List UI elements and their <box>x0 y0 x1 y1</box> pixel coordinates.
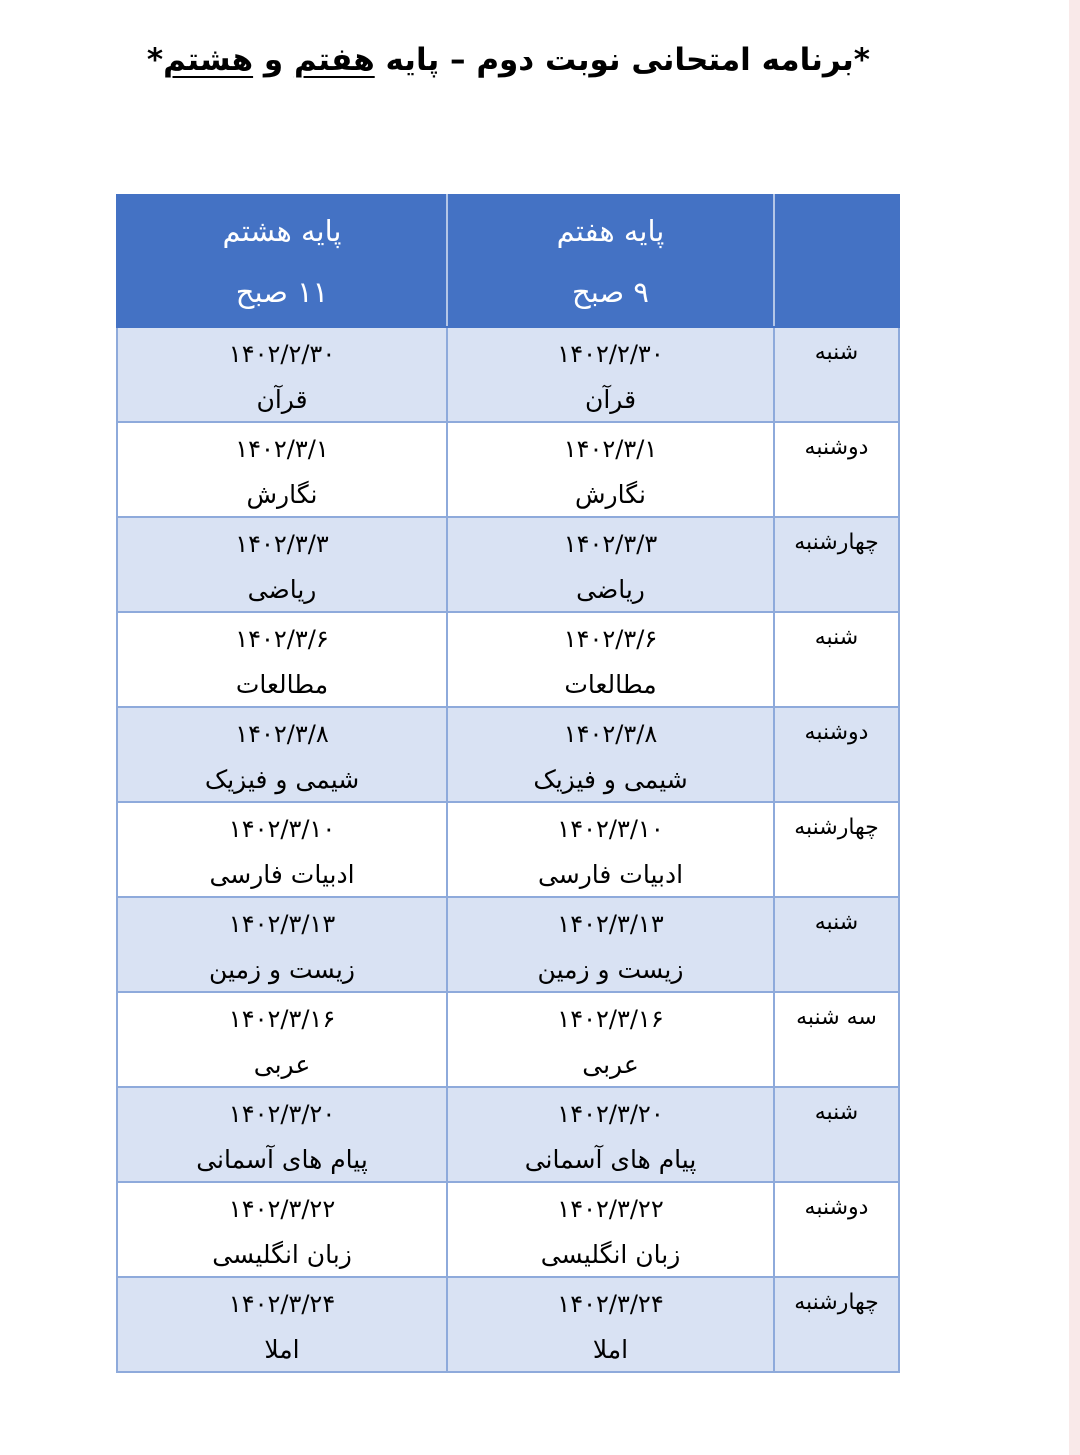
grade8-cell <box>117 422 447 517</box>
table-row <box>117 992 899 1087</box>
exam-subject: پیام های آسمانی <box>196 1145 368 1174</box>
day-cell: شنبه <box>774 1087 899 1182</box>
exam-subject: زیست و زمین <box>209 955 355 984</box>
exam-date: ۱۴۰۲/۳/۲۰ <box>557 1100 664 1128</box>
page-edge-strip <box>1069 0 1080 1455</box>
table-row <box>117 1087 899 1182</box>
day-cell: چهارشنبه <box>774 1277 899 1372</box>
exam-subject: عربی <box>582 1050 639 1079</box>
grade8-cell <box>117 612 447 707</box>
grade8-cell <box>117 802 447 897</box>
header-grade7 <box>447 195 774 327</box>
table-row <box>117 802 899 897</box>
header-grade7-time: ۹ صبح <box>572 275 649 309</box>
exam-subject: نگارش <box>246 480 318 509</box>
grade7-cell <box>447 327 774 422</box>
exam-date: ۱۴۰۲/۳/۳ <box>235 530 329 558</box>
grade8-cell <box>117 327 447 422</box>
grade8-cell <box>117 707 447 802</box>
grade8-cell <box>117 897 447 992</box>
exam-date: ۱۴۰۲/۳/۱۶ <box>557 1005 664 1033</box>
exam-date: ۱۴۰۲/۳/۲۲ <box>557 1195 664 1223</box>
exam-date: ۱۴۰۲/۳/۲۲ <box>228 1195 336 1223</box>
grade7-cell <box>447 517 774 612</box>
exam-subject: مطالعات <box>564 670 657 699</box>
table-row <box>117 612 899 707</box>
table-row <box>117 707 899 802</box>
grade7-cell <box>447 897 774 992</box>
exam-date: ۱۴۰۲/۳/۸ <box>563 720 658 748</box>
day-cell: دوشنبه <box>774 707 899 802</box>
header-grade8 <box>117 195 447 327</box>
header-grade8-time: ۱۱ صبح <box>235 275 329 309</box>
exam-subject: ریاضی <box>576 575 645 604</box>
day-cell: چهارشنبه <box>774 802 899 897</box>
header-grade8-name: پایه هشتم <box>222 214 342 248</box>
grade7-cell <box>447 992 774 1087</box>
exam-subject: قرآن <box>256 385 308 414</box>
exam-subject: شیمی و فیزیک <box>204 765 360 794</box>
grade7-cell <box>447 422 774 517</box>
exam-date: ۱۴۰۲/۳/۶ <box>235 625 329 653</box>
header-day-column <box>774 195 899 327</box>
exam-subject: مطالعات <box>235 670 329 699</box>
grade7-cell <box>447 1182 774 1277</box>
exam-subject: قرآن <box>584 385 637 414</box>
exam-date: ۱۴۰۲/۳/۲۴ <box>228 1290 336 1318</box>
exam-date: ۱۴۰۲/۳/۱ <box>563 435 658 463</box>
exam-subject: شیمی و فیزیک <box>533 765 688 794</box>
exam-subject: زیست و زمین <box>537 955 684 984</box>
exam-subject: زبان انگلیسی <box>212 1240 352 1269</box>
table-header-row <box>117 195 899 327</box>
day-cell: دوشنبه <box>774 422 899 517</box>
grade8-cell <box>117 517 447 612</box>
table-row <box>117 422 899 517</box>
exam-subject: نگارش <box>575 480 646 509</box>
exam-subject: املا <box>264 1335 300 1364</box>
exam-date: ۱۴۰۲/۳/۱ <box>235 435 329 463</box>
table-row <box>117 1182 899 1277</box>
exam-date: ۱۴۰۲/۳/۱۰ <box>228 815 336 843</box>
exam-subject: عربی <box>253 1050 311 1079</box>
exam-subject: زبان انگلیسی <box>540 1240 681 1269</box>
exam-schedule-table <box>116 194 900 1373</box>
exam-subject: ریاضی <box>247 575 317 604</box>
day-cell: دوشنبه <box>774 1182 899 1277</box>
grade8-cell <box>117 992 447 1087</box>
title-grade8: هشتم <box>163 42 254 78</box>
day-cell: شنبه <box>774 327 899 422</box>
header-grade7-name: پایه هفتم <box>556 214 665 248</box>
table-row <box>117 897 899 992</box>
title-grade7: هفتم <box>293 42 375 78</box>
exam-subject: ادبیات فارسی <box>537 860 684 889</box>
table-row <box>117 517 899 612</box>
grade8-cell <box>117 1277 447 1372</box>
exam-date: ۱۴۰۲/۳/۲۰ <box>228 1100 336 1128</box>
day-cell: سه شنبه <box>774 992 899 1087</box>
exam-date: ۱۴۰۲/۳/۸ <box>235 720 329 748</box>
table-row <box>117 327 899 422</box>
day-cell: چهارشنبه <box>774 517 899 612</box>
exam-date: ۱۴۰۲/۲/۳۰ <box>557 340 664 368</box>
grade7-cell <box>447 1087 774 1182</box>
grade8-cell <box>117 1087 447 1182</box>
exam-date: ۱۴۰۲/۳/۱۰ <box>557 815 664 843</box>
exam-date: ۱۴۰۲/۳/۱۳ <box>228 910 336 938</box>
exam-subject: املا <box>592 1335 629 1364</box>
day-cell: شنبه <box>774 612 899 707</box>
exam-date: ۱۴۰۲/۳/۳ <box>563 530 658 558</box>
exam-date: ۱۴۰۲/۳/۶ <box>563 625 658 653</box>
grade7-cell <box>447 612 774 707</box>
exam-date: ۱۴۰۲/۳/۲۴ <box>557 1290 664 1318</box>
exam-date: ۱۴۰۲/۲/۳۰ <box>228 340 336 368</box>
exam-date: ۱۴۰۲/۳/۱۳ <box>557 910 664 938</box>
grade7-cell <box>447 1277 774 1372</box>
grade8-cell <box>117 1182 447 1277</box>
day-cell: شنبه <box>774 897 899 992</box>
title-suffix: * <box>146 42 164 78</box>
title-conj: و <box>253 42 294 78</box>
table-row <box>117 1277 899 1372</box>
exam-subject: ادبیات فارسی <box>209 860 355 889</box>
title-prefix: *برنامه امتحانی نوبت دوم – پایه <box>374 42 870 78</box>
exam-subject: پیام های آسمانی <box>524 1145 697 1174</box>
grade7-cell <box>447 707 774 802</box>
grade7-cell <box>447 802 774 897</box>
page-title <box>146 42 870 78</box>
exam-date: ۱۴۰۲/۳/۱۶ <box>228 1005 336 1033</box>
